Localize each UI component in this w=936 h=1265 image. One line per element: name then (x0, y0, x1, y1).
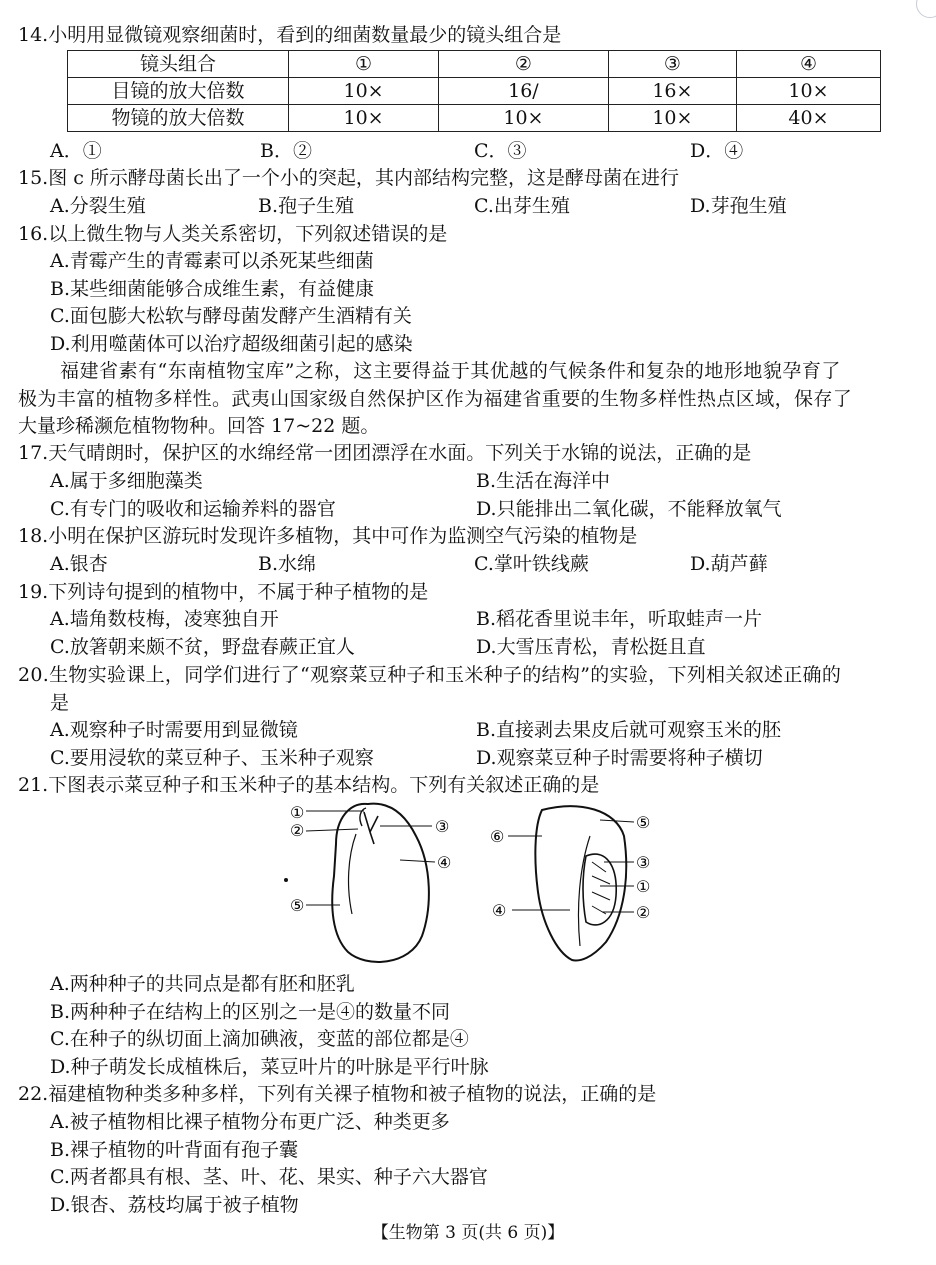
corn-embryo (583, 854, 616, 925)
bean-plumule (364, 812, 378, 844)
q20-option-a[interactable]: A.观察种子时需要用到显微镜 (50, 719, 298, 741)
q16-stem: 16.以上微生物与人类关系密切，下列叙述错误的是 (18, 223, 448, 245)
q18-stem: 18.小明在保护区游玩时发现许多植物，其中可作为监测空气污染的植物是 (18, 525, 638, 547)
table-header-cell: ④ (736, 51, 880, 78)
corn-seed-diagram (508, 806, 634, 960)
q18-option-d[interactable]: D.葫芦藓 (690, 553, 768, 575)
table-header-cell: 镜头组合 (68, 51, 289, 78)
q22-option-d[interactable]: D.银杏、荔枝均属于被子植物 (50, 1194, 299, 1216)
table-header-cell: ① (289, 51, 439, 78)
table-cell: 16/ (439, 78, 609, 105)
q19-option-a[interactable]: A.墙角数枝梅，凌寒独自开 (50, 608, 279, 630)
q19-stem: 19.下列诗句提到的植物中，不属于种子植物的是 (18, 581, 429, 603)
q19-option-d[interactable]: D.大雪压青松，青松挺且直 (476, 636, 706, 658)
q16-option-d[interactable]: D.利用噬菌体可以治疗超级细菌引起的感染 (50, 333, 413, 355)
corn-label-1: ① (636, 877, 651, 896)
table-cell: 目镜的放大倍数 (68, 78, 289, 105)
q15-stem: 15.图 c 所示酵母菌长出了一个小的突起，其内部结构完整，这是酵母菌在进行 (18, 167, 679, 189)
q20-stem-continued: 是 (50, 692, 70, 714)
bean-label-2: ② (290, 821, 305, 840)
corn-label-2: ② (636, 903, 651, 922)
q16-option-a[interactable]: A.青霉产生的青霉素可以杀死某些细菌 (50, 250, 374, 272)
lens-table (67, 50, 881, 132)
corn-label-4: ④ (492, 901, 507, 920)
q15-option-c[interactable]: C.出芽生殖 (474, 195, 570, 217)
q21-option-d[interactable]: D.种子萌发长成植株后，菜豆叶片的叶脉是平行叶脉 (50, 1056, 489, 1078)
q22-option-a[interactable]: A.被子植物相比裸子植物分布更广泛、种类更多 (50, 1111, 450, 1133)
bean-seed-outline (332, 804, 429, 962)
passage-line: 大量珍稀濒危植物物种。回答 17~22 题。 (18, 415, 380, 437)
table-cell: 10× (736, 78, 880, 105)
q20-option-c[interactable]: C.要用浸软的菜豆种子、玉米种子观察 (50, 747, 374, 769)
bean-label-5: ⑤ (290, 896, 305, 915)
q19-option-b[interactable]: B.稻花香里说丰年，听取蛙声一片 (476, 608, 763, 630)
q16-option-b[interactable]: B.某些细菌能够合成维生素，有益健康 (50, 278, 375, 300)
q20-option-d[interactable]: D.观察菜豆种子时需要将种子横切 (476, 747, 763, 769)
q15-option-a[interactable]: A.分裂生殖 (50, 195, 146, 217)
corn-embryo-shading (592, 862, 610, 914)
table-cell: 40× (736, 105, 880, 132)
table-cell: 10× (608, 105, 736, 132)
corner-scroll-indicator (916, 0, 936, 18)
q20-stem: 20.生物实验课上，同学们进行了“观察菜豆种子和玉米种子的结构”的实验，下列相关叙述正确的 (18, 664, 842, 686)
table-cell: 10× (439, 105, 609, 132)
q17-option-c[interactable]: C.有专门的吸收和运输养料的器官 (50, 498, 336, 520)
q17-stem: 17.天气晴朗时，保护区的水绵经常一团团漂浮在水面。下列关于水锦的说法，正确的是 (18, 442, 752, 464)
passage-line: 福建省素有“东南植物宝库”之称，这主要得益于其优越的气候条件和复杂的地形地貌孕育了 (60, 360, 841, 382)
ink-dot (284, 878, 288, 882)
q20-option-b[interactable]: B.直接剥去果皮后就可观察玉米的胚 (476, 719, 782, 741)
table-row (68, 105, 881, 132)
q18-option-c[interactable]: C.掌叶铁线蕨 (474, 553, 589, 575)
table-header-cell: ② (439, 51, 609, 78)
corn-label-6: ⑥ (490, 827, 505, 846)
page-footer: 【生物第 3 页(共 6 页)】 (371, 1223, 565, 1243)
q22-option-b[interactable]: B.裸子植物的叶背面有孢子囊 (50, 1139, 299, 1161)
table-cell: 10× (289, 78, 439, 105)
passage-line: 极为丰富的植物多样性。武夷山国家级自然保护区作为福建省重要的生物多样性热点区域，保存了 (18, 388, 853, 410)
q14-option-d[interactable]: D．④ (690, 140, 744, 162)
q18-option-a[interactable]: A.银杏 (50, 553, 108, 575)
q22-option-c[interactable]: C.两者都具有根、茎、叶、花、果实、种子六大器官 (50, 1166, 488, 1188)
q17-option-b[interactable]: B.生活在海洋中 (476, 470, 611, 492)
corn-label-3: ③ (636, 853, 651, 872)
q21-stem: 21.下图表示菜豆种子和玉米种子的基本结构。下列有关叙述正确的是 (18, 774, 600, 796)
q14-option-a[interactable]: A．① (50, 140, 102, 162)
q15-option-b[interactable]: B.孢子生殖 (258, 195, 355, 217)
q14-stem: 14.小明用显微镜观察细菌时，看到的细菌数量最少的镜头组合是 (18, 24, 562, 46)
q16-option-c[interactable]: C.面包膨大松软与酵母菌发酵产生酒精有关 (50, 305, 412, 327)
bean-label-1: ① (290, 803, 305, 822)
corn-label-5: ⑤ (636, 813, 651, 832)
q22-stem: 22.福建植物种类多种多样，下列有关裸子植物和被子植物的说法，正确的是 (18, 1083, 657, 1105)
table-header-row (68, 51, 881, 78)
table-header-cell: ③ (608, 51, 736, 78)
bean-seed-diagram (306, 804, 435, 962)
q17-option-d[interactable]: D.只能排出二氧化碳，不能释放氧气 (476, 498, 782, 520)
bean-cotyledon-line (349, 834, 356, 914)
corn-endosperm-boundary (578, 836, 590, 946)
q17-option-a[interactable]: A.属于多细胞藻类 (50, 470, 203, 492)
table-cell: 物镜的放大倍数 (68, 105, 289, 132)
q21-option-a[interactable]: A.两种种子的共同点是都有胚和胚乳 (50, 973, 355, 995)
table-cell: 10× (289, 105, 439, 132)
q19-option-c[interactable]: C.放箸朝来颇不贫，野盘春蕨正宜人 (50, 636, 355, 658)
q14-option-b[interactable]: B．② (260, 140, 312, 162)
table-cell: 16× (608, 78, 736, 105)
q21-option-c[interactable]: C.在种子的纵切面上滴加碘液，变蓝的部位都是④ (50, 1028, 469, 1050)
bean-label-4: ④ (437, 853, 452, 872)
q14-option-c[interactable]: C．③ (474, 140, 527, 162)
q15-option-d[interactable]: D.芽孢生殖 (690, 195, 787, 217)
table-row (68, 78, 881, 105)
q18-option-b[interactable]: B.水绵 (258, 553, 317, 575)
seed-structure-figure (280, 796, 670, 968)
corn-seed-outline (535, 806, 626, 960)
bean-label-3: ③ (435, 817, 450, 836)
q21-option-b[interactable]: B.两种种子在结构上的区别之一是④的数量不同 (50, 1001, 451, 1023)
